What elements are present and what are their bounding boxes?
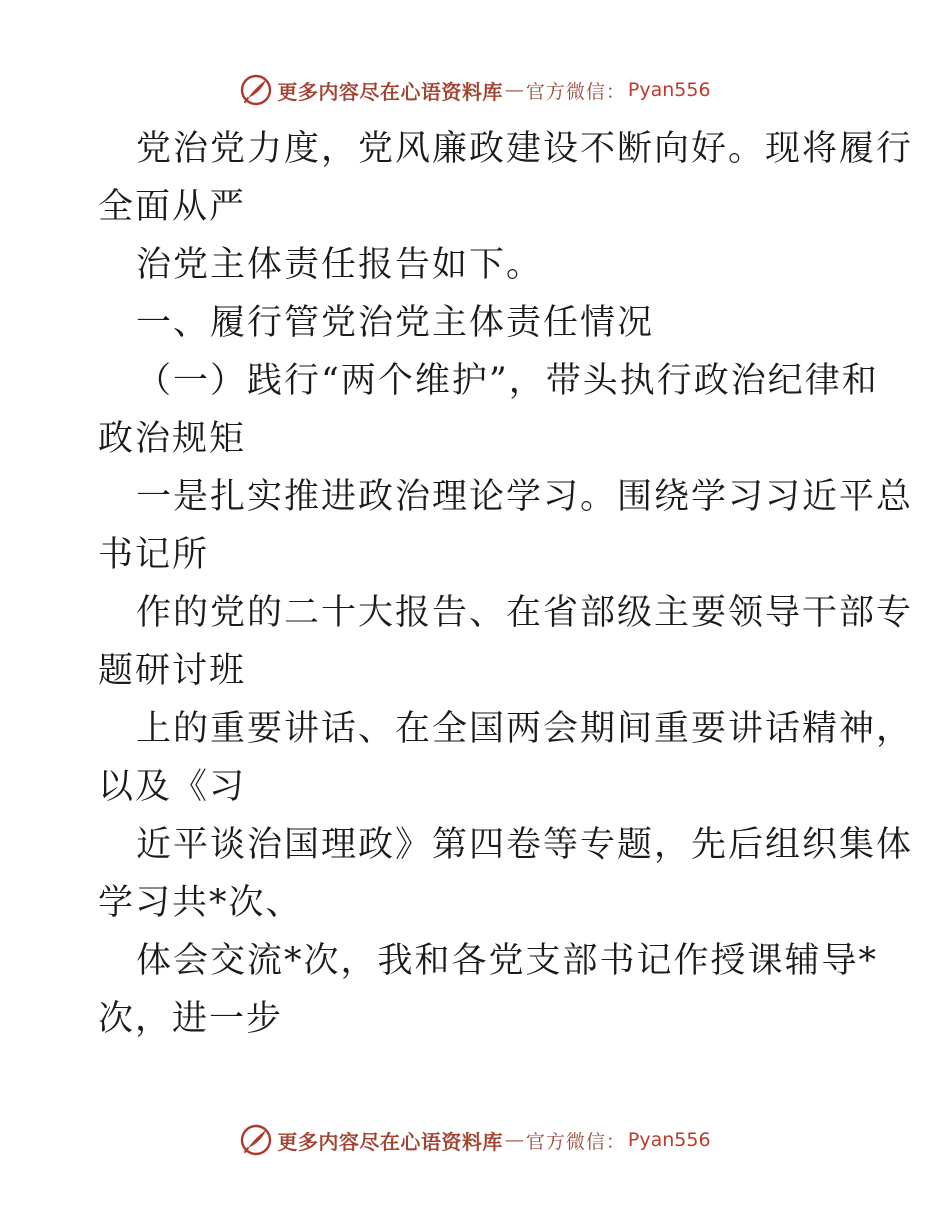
quill-logo-icon — [239, 73, 273, 107]
document-body — [98, 120, 914, 1048]
footer-wechat-id: Pyan556 — [627, 1129, 711, 1151]
body-line-12: 以及《习 — [98, 767, 247, 807]
section-heading-1: 一、履行管党治党主体责任情况 — [136, 303, 655, 343]
footer-slogan: 更多内容尽在心语资料库 — [277, 1129, 503, 1154]
footer-banner — [0, 1120, 950, 1160]
body-line-14: 学习共*次、 — [98, 883, 303, 923]
header-wechat-label: 官方微信： — [525, 80, 626, 103]
body-line-8: 书记所 — [98, 535, 210, 575]
body-line-9: 作的党的二十大报告、在省部级主要领导干部专 — [136, 593, 914, 633]
body-line-13: 近平谈治国理政》第四卷等专题，先后组织集体 — [136, 825, 914, 865]
body-line-16: 次，进一步 — [98, 999, 284, 1039]
body-line-2: 全面从严 — [98, 187, 247, 227]
header-slogan: 更多内容尽在心语资料库 — [277, 79, 503, 104]
header-dash: — — [504, 79, 524, 101]
footer-dash: — — [504, 1129, 524, 1151]
body-line-10: 题研讨班 — [98, 651, 247, 691]
footer-wechat-label: 官方微信： — [525, 1130, 626, 1153]
body-line-15: 体会交流*次，我和各党支部书记作授课辅导* — [136, 941, 879, 981]
header-wechat-id: Pyan556 — [627, 79, 711, 101]
body-line-7: 一是扎实推进政治理论学习。围绕学习习近平总 — [136, 477, 914, 517]
body-line-3: 治党主体责任报告如下。 — [136, 245, 544, 285]
body-line-11: 上的重要讲话、在全国两会期间重要讲话精神， — [136, 709, 914, 749]
subsection-heading-1-cont: 政治规矩 — [98, 419, 247, 459]
subsection-heading-1: （一）践行“两个维护”，带头执行政治纪律和 — [136, 361, 879, 401]
quill-logo-icon — [239, 1123, 273, 1157]
body-line-1: 党治党力度，党风廉政建设不断向好。现将履行 — [136, 129, 914, 169]
header-banner — [0, 70, 950, 110]
